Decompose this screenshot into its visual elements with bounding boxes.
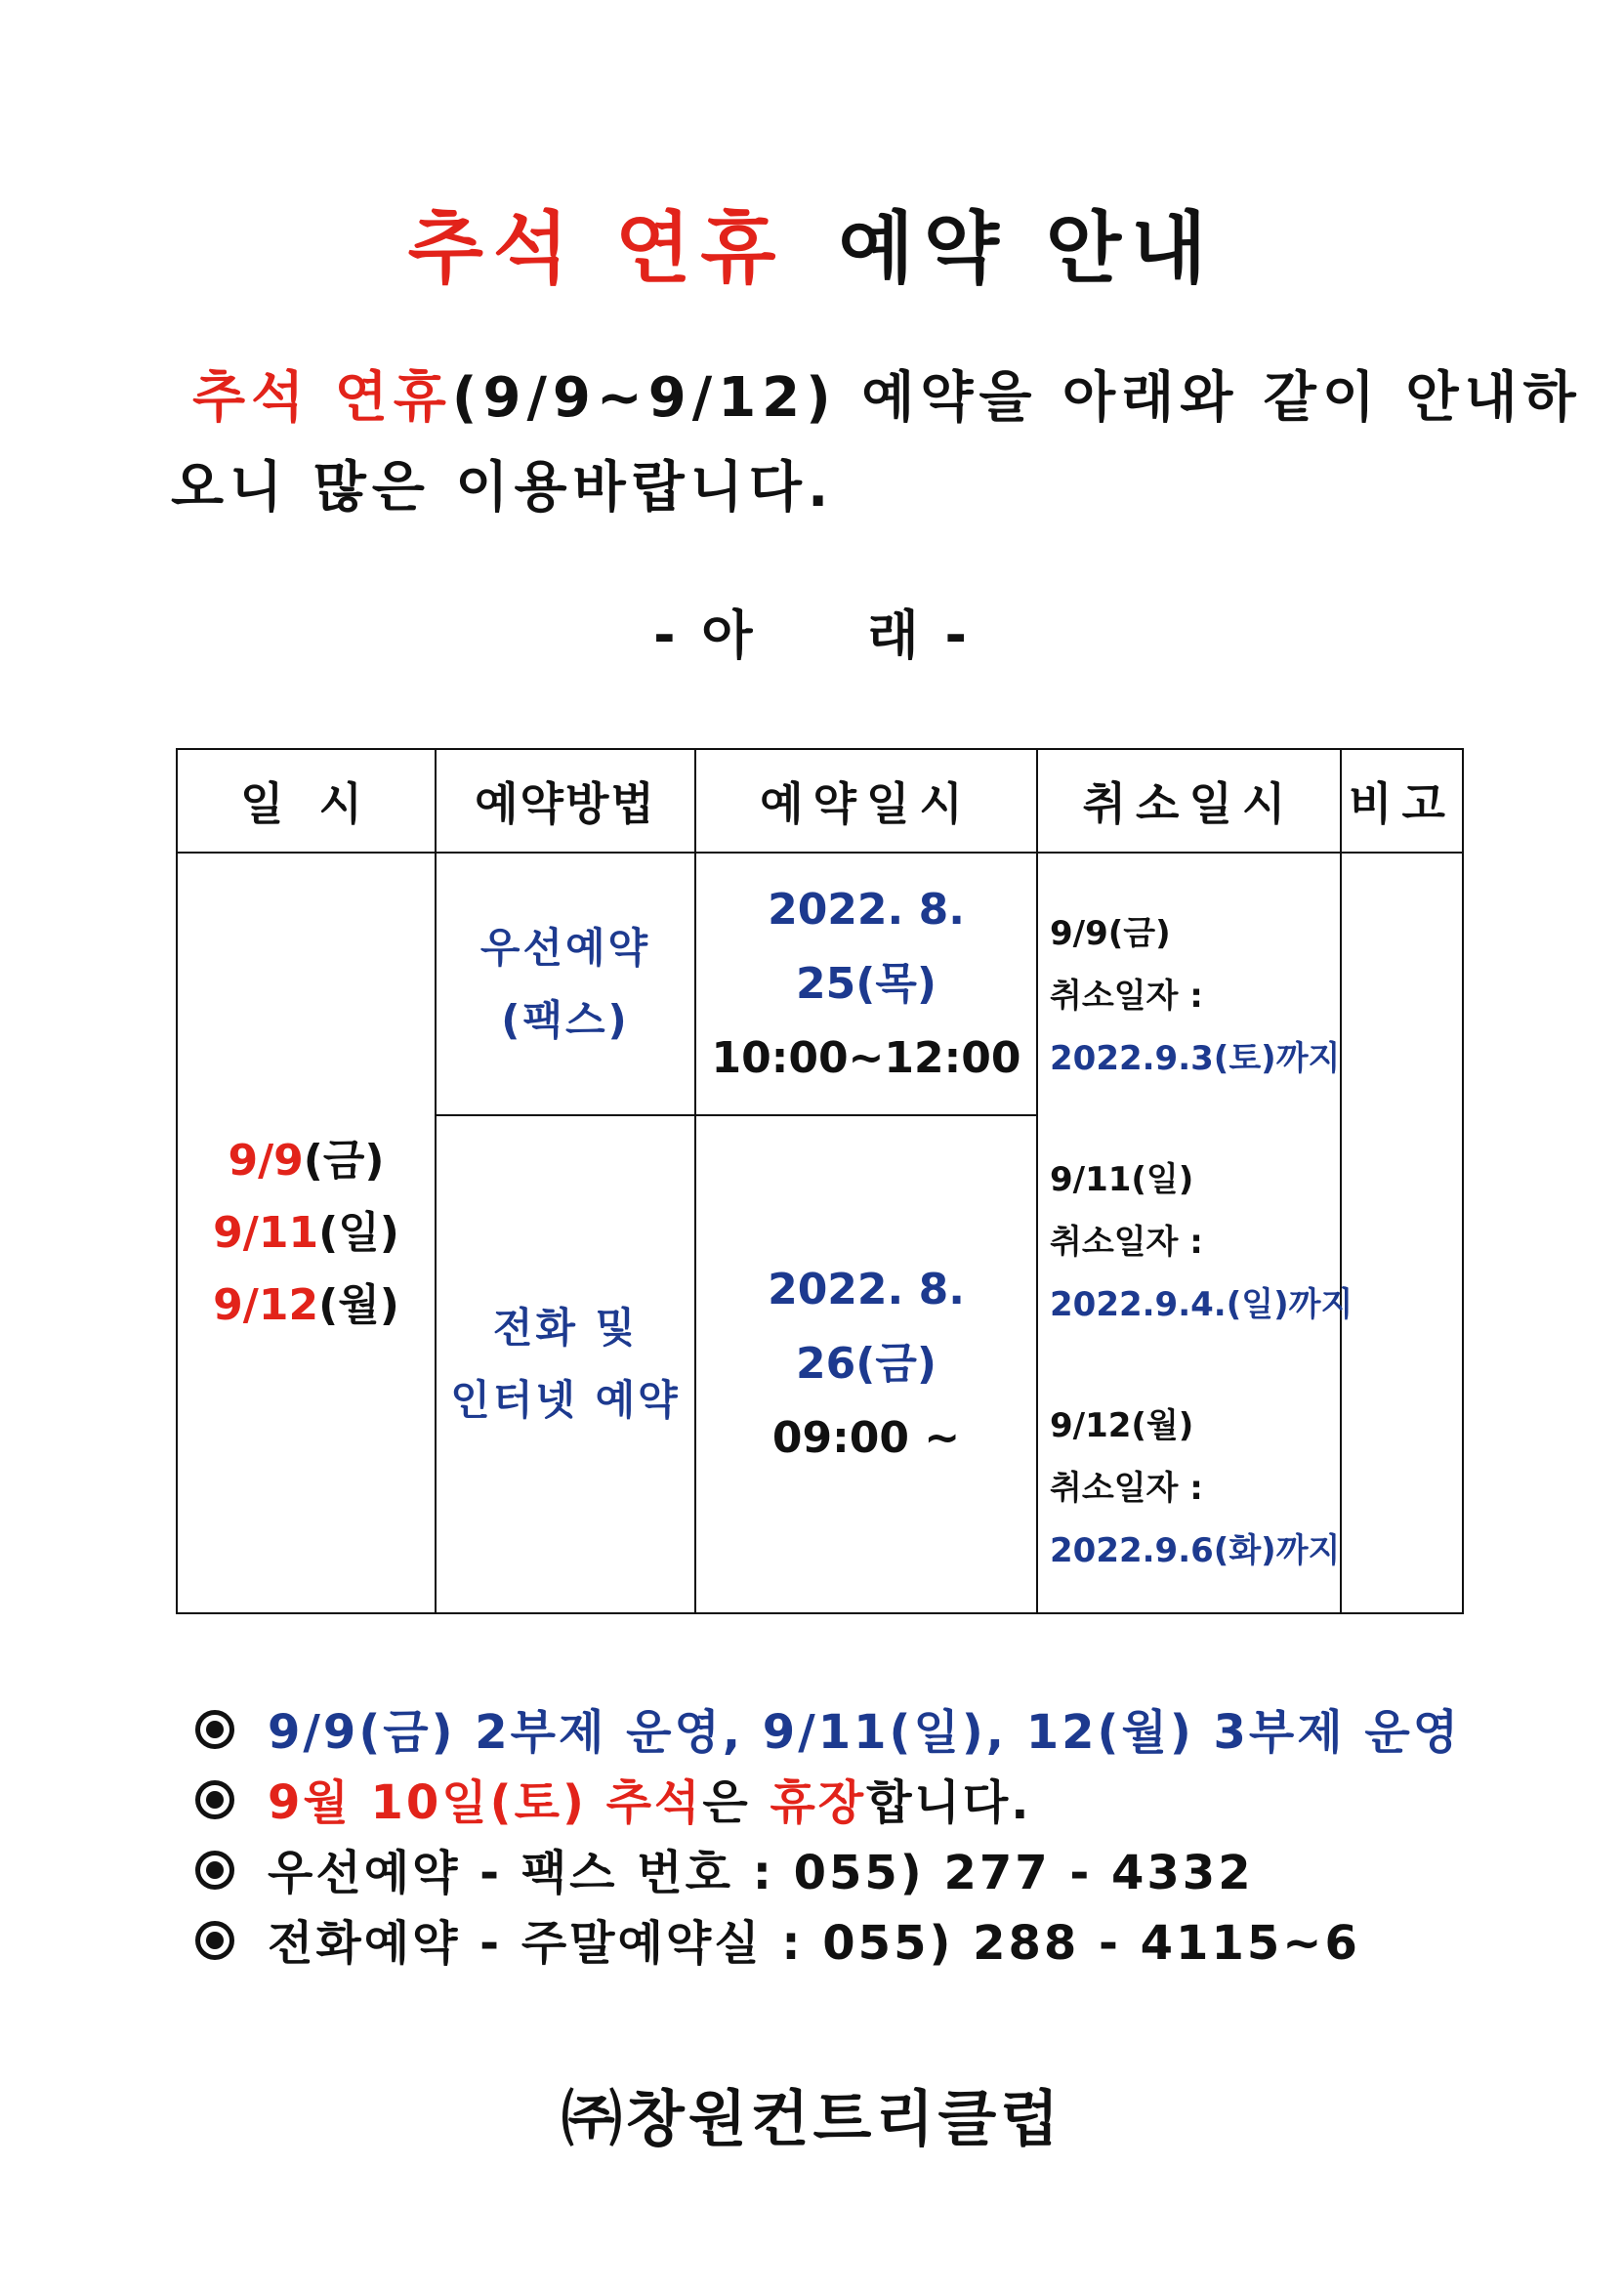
- bullet-icon: [195, 1780, 234, 1819]
- date-item: 9/12(월): [213, 1279, 399, 1330]
- header-remarks: 비고: [1341, 749, 1463, 853]
- cancel-cell: [1037, 853, 1353, 1613]
- intro-paragraph: [171, 354, 1582, 533]
- bullet-icon: [195, 1710, 234, 1749]
- note-item: 우선예약 - 팩스 번호 : 055) 277 - 4332: [195, 1838, 1461, 1908]
- table-header-row: [177, 749, 1463, 853]
- note-item: 9/9(금) 2부제 운영, 9/11(일), 12(월) 3부제 운영: [195, 1697, 1461, 1768]
- note-item: 전화예약 - 주말예약실 : 055) 288 - 4115~6: [195, 1908, 1461, 1979]
- below-heading: - 아 래 -: [653, 604, 971, 666]
- cancel-entry: 9/11(일) 취소일자 : 2022.9.4.(일)까지: [1050, 1160, 1353, 1324]
- header-method: 예약방법: [436, 749, 695, 853]
- intro-highlight: 추석 연휴: [192, 366, 452, 430]
- reservation-table: [176, 748, 1464, 1614]
- header-booking-time: 예약일시: [695, 749, 1037, 853]
- method-cell-phone-internet: 전화 및 인터넷 예약: [436, 1115, 695, 1613]
- bullet-icon: [195, 1921, 234, 1960]
- cancel-entry: 9/9(금) 취소일자 : 2022.9.3(토)까지: [1050, 914, 1341, 1078]
- intro-line-1-rest: (9/9~9/12) 예약을 아래와 같이 안내하: [451, 366, 1582, 430]
- date-item: 9/11(일): [213, 1207, 399, 1258]
- organization-name: ㈜창원컨트리클럽: [561, 2083, 1063, 2154]
- intro-line-1: [171, 354, 1582, 443]
- booking-time-cell-phone-internet: 2022. 8. 26(금) 09:00 ~: [695, 1115, 1037, 1613]
- date-item: 9/9(금): [228, 1135, 385, 1186]
- header-date: 일 시: [177, 749, 436, 853]
- note-item: 9월 10일(토) 추석은 휴장합니다.: [195, 1768, 1461, 1838]
- cancel-entry: 9/12(월) 취소일자 : 2022.9.6(화)까지: [1050, 1406, 1341, 1570]
- booking-time-cell-priority: 2022. 8. 25(목) 10:00~12:00: [695, 853, 1037, 1115]
- title-rest: 예약 안내: [838, 203, 1217, 294]
- intro-line-2: 오니 많은 이용바랍니다.: [171, 456, 835, 520]
- bullet-icon: [195, 1851, 234, 1890]
- remarks-cell: [1341, 853, 1463, 1613]
- notes-list: [195, 1697, 1461, 1979]
- page-title: [0, 186, 1624, 298]
- header-cancel-time: 취소일시: [1037, 749, 1341, 853]
- table-row: [177, 853, 1463, 1115]
- dates-cell: [177, 853, 436, 1613]
- method-cell-priority: 우선예약 (팩스): [436, 853, 695, 1115]
- title-highlight: 추석 연휴: [407, 203, 786, 294]
